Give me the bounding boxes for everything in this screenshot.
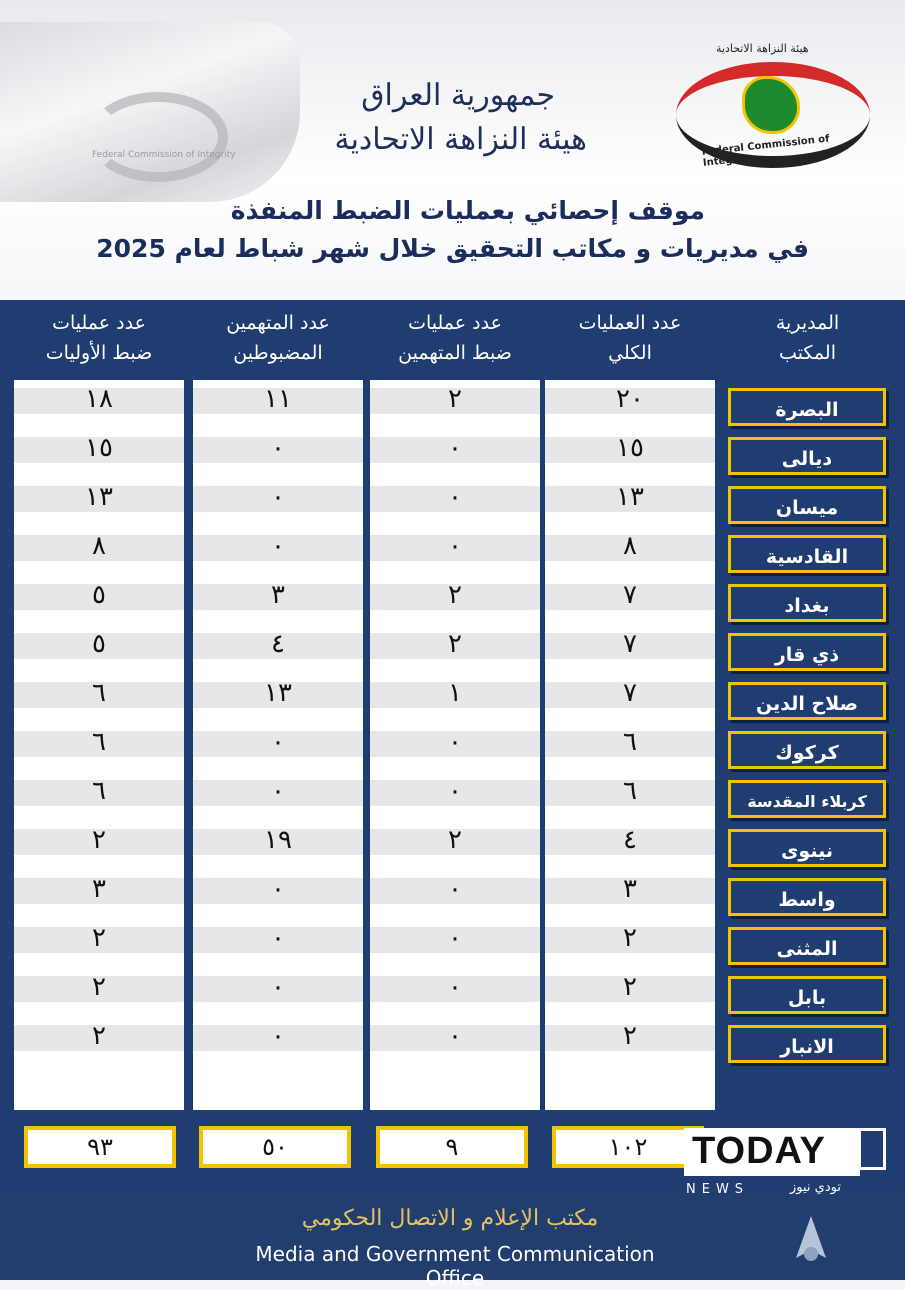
commission-logo bbox=[676, 42, 872, 169]
table-cell-evidence-ops: ٥ bbox=[92, 580, 106, 610]
table-cell-total: ٢ bbox=[623, 1021, 637, 1051]
table-cell-evidence-ops: ٢ bbox=[92, 1021, 106, 1051]
directorate-label: كربلاء المقدسة bbox=[728, 780, 886, 818]
table-cell-suspects: ٣ bbox=[271, 580, 285, 610]
header-suspects: عدد المتهمين المضبوطين bbox=[226, 312, 330, 364]
header-suspect-ops: عدد عمليات ضبط المتهمين bbox=[398, 312, 512, 364]
table-cell-suspects: ٠ bbox=[271, 776, 285, 806]
header-directorate: المديرية المكتب bbox=[775, 312, 840, 364]
directorate-label: البصرة bbox=[728, 388, 886, 426]
table-cell-suspect-ops: ٢ bbox=[448, 825, 462, 855]
directorate-label: بابل bbox=[728, 976, 886, 1014]
column-total-ops bbox=[545, 380, 715, 1110]
table-cell-suspect-ops: ٠ bbox=[448, 433, 462, 463]
commission-name: هيئة النزاهة الاتحادية bbox=[334, 122, 587, 157]
suspect-ops-sum: ٩ bbox=[376, 1126, 528, 1168]
directorate-label: المثنى bbox=[728, 927, 886, 965]
table-cell-suspect-ops: ١ bbox=[448, 678, 462, 708]
table-cell-total: ٧ bbox=[623, 678, 637, 708]
directorate-label: الانبار bbox=[728, 1025, 886, 1063]
table-cell-evidence-ops: ٦ bbox=[92, 678, 106, 708]
table-cell-evidence-ops: ٢ bbox=[92, 972, 106, 1002]
table-cell-evidence-ops: ٢ bbox=[92, 923, 106, 953]
directorate-label: صلاح الدين bbox=[728, 682, 886, 720]
table-cell-suspects: ١٩ bbox=[264, 825, 292, 855]
office-name-arabic: مكتب الإعلام و الاتصال الحكومي bbox=[301, 1206, 599, 1231]
table-cell-suspects: ٠ bbox=[271, 1021, 285, 1051]
logo-arabic-text: هيئة النزاهة الاتحادية bbox=[716, 42, 809, 55]
table-cell-suspects: ١١ bbox=[264, 384, 292, 414]
table-cell-total: ٧ bbox=[623, 580, 637, 610]
table-cell-evidence-ops: ١٣ bbox=[85, 482, 113, 512]
table-cell-suspects: ٠ bbox=[271, 874, 285, 904]
table-cell-evidence-ops: ٥ bbox=[92, 629, 106, 659]
table-cell-total: ٣ bbox=[623, 874, 637, 904]
totals-label-box bbox=[858, 1128, 886, 1170]
directorate-label: كركوك bbox=[728, 731, 886, 769]
table-cell-total: ٢ bbox=[623, 972, 637, 1002]
eye-emblem-icon bbox=[88, 92, 228, 182]
table-cell-suspects: ١٣ bbox=[264, 678, 292, 708]
suspects-sum: ٥٠ bbox=[199, 1126, 351, 1168]
table-cell-suspects: ٠ bbox=[271, 727, 285, 757]
table-cell-suspects: ٠ bbox=[271, 923, 285, 953]
directorate-label: ميسان bbox=[728, 486, 886, 524]
table-cell-suspect-ops: ٠ bbox=[448, 727, 462, 757]
directorate-label: القادسية bbox=[728, 535, 886, 573]
table-cell-suspects: ٠ bbox=[271, 531, 285, 561]
table-cell-suspect-ops: ٠ bbox=[448, 972, 462, 1002]
table-cell-suspect-ops: ٠ bbox=[448, 776, 462, 806]
flag-watermark bbox=[0, 22, 300, 202]
logo-english-text: Federal Commission of Integrity bbox=[701, 133, 831, 169]
report-title-line2: في مديريات و مكاتب التحقيق خلال شهر شباط لعام 2025 bbox=[96, 234, 809, 263]
directorate-label: ذي قار bbox=[728, 633, 886, 671]
table-cell-suspect-ops: ٠ bbox=[448, 923, 462, 953]
directorate-label: ديالى bbox=[728, 437, 886, 475]
table-cell-total: ١٥ bbox=[616, 433, 644, 463]
table-cell-suspect-ops: ٠ bbox=[448, 531, 462, 561]
office-name-english: Media and Government Communication Office bbox=[255, 1242, 655, 1290]
news-watermark: NEWS bbox=[686, 1182, 750, 1197]
table-cell-total: ٢٠ bbox=[616, 384, 644, 414]
evidence-ops-sum: ٩٣ bbox=[24, 1126, 176, 1168]
table-cell-evidence-ops: ٦ bbox=[92, 727, 106, 757]
table-cell-evidence-ops: ٦ bbox=[92, 776, 106, 806]
column-suspect-ops bbox=[370, 380, 540, 1110]
header bbox=[0, 0, 905, 300]
total-ops-sum: ١٠٢ bbox=[552, 1126, 704, 1168]
table-cell-total: ٤ bbox=[623, 825, 637, 855]
table-cell-suspect-ops: ٠ bbox=[448, 482, 462, 512]
office-logo-icon bbox=[790, 1214, 832, 1266]
table-cell-total: ٧ bbox=[623, 629, 637, 659]
table-cell-evidence-ops: ١٥ bbox=[85, 433, 113, 463]
table-cell-suspects: ٠ bbox=[271, 433, 285, 463]
table-cell-suspects: ٠ bbox=[271, 482, 285, 512]
table-cell-evidence-ops: ٣ bbox=[92, 874, 106, 904]
table-cell-total: ١٣ bbox=[616, 482, 644, 512]
news-watermark-arabic: تودي نيوز bbox=[790, 1180, 841, 1195]
directorate-label: نينوى bbox=[728, 829, 886, 867]
header-total-ops: عدد العمليات الكلي bbox=[578, 312, 682, 364]
table-cell-total: ٦ bbox=[623, 776, 637, 806]
table-cell-evidence-ops: ١٨ bbox=[85, 384, 113, 414]
table-cell-suspects: ٤ bbox=[271, 629, 285, 659]
header-evidence-ops: عدد عمليات ضبط الأوليات bbox=[45, 312, 153, 364]
directorate-label: واسط bbox=[728, 878, 886, 916]
today-watermark: TODAY bbox=[692, 1130, 826, 1172]
table-cell-suspects: ٠ bbox=[271, 972, 285, 1002]
report-title-line1: موقف إحصائي بعمليات الضبط المنفذة bbox=[230, 196, 705, 225]
table-cell-suspect-ops: ٢ bbox=[448, 384, 462, 414]
column-suspects bbox=[193, 380, 363, 1110]
table-cell-suspect-ops: ٢ bbox=[448, 629, 462, 659]
table-cell-evidence-ops: ٢ bbox=[92, 825, 106, 855]
table-cell-evidence-ops: ٨ bbox=[92, 531, 106, 561]
table-cell-total: ٢ bbox=[623, 923, 637, 953]
republic-name: جمهورية العراق bbox=[361, 78, 555, 113]
directorate-label: بغداد bbox=[728, 584, 886, 622]
table-cell-suspect-ops: ٠ bbox=[448, 1021, 462, 1051]
table-cell-suspect-ops: ٠ bbox=[448, 874, 462, 904]
table-cell-suspect-ops: ٢ bbox=[448, 580, 462, 610]
table-cell-total: ٦ bbox=[623, 727, 637, 757]
column-evidence-ops bbox=[14, 380, 184, 1110]
table-cell-total: ٨ bbox=[623, 531, 637, 561]
flag-caption: Federal Commission of Integrity bbox=[92, 150, 236, 160]
